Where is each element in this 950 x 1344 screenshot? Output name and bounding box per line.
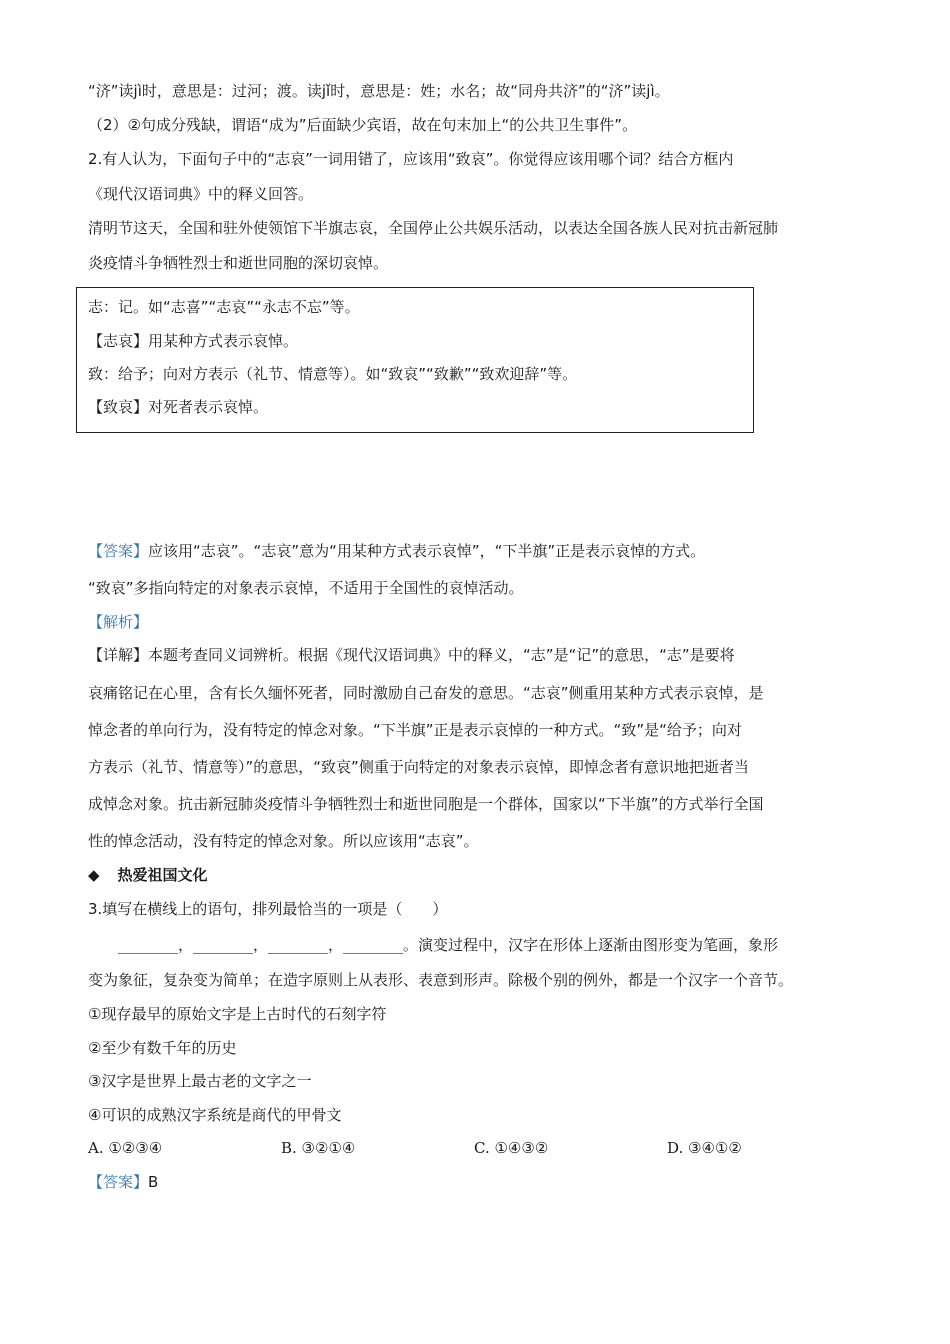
dictionary-entry: 致：给予；向对方表示（礼节、情意等）。如“致哀”“致歉”“致欢迎辞”等。 xyxy=(88,365,578,383)
q2-detail-line: 成悼念对象。抗击新冠肺炎疫情斗争牺牲烈士和逝世同胞是一个群体，国家以“下半旗”的方式举行全国 xyxy=(88,795,764,813)
detail-tag: 【详解】 xyxy=(88,646,149,664)
section-title: 热爱祖国文化 xyxy=(117,866,208,884)
q2-answer-line-1 xyxy=(88,541,705,561)
dictionary-entry: 志：记。如“志喜”“志哀”“永志不忘”等。 xyxy=(88,298,360,316)
q2-detail-line: 悼念者的单向行为，没有特定的悼念对象。“下半旗”正是表示哀悼的一种方式。“致”是“给予；向对 xyxy=(88,721,742,739)
q2-answer-text: 应该用“志哀”。“志哀”意为“用某种方式表示哀悼”，“下半旗”正是表示哀悼的方式。 xyxy=(148,542,706,560)
fill-blanks: ________，________，________，________ xyxy=(118,936,404,954)
section-heading xyxy=(88,865,208,885)
carry-line-1: “济”读jì时，意思是：过河；渡。读jǐ时，意思是：姓；水名；故“同舟共济”的“济”读jì。 xyxy=(88,82,670,100)
q3-passage-text: 。演变过程中，汉字在形体上逐渐由图形变为笔画，象形 xyxy=(403,936,779,954)
q3-item: ①现存最早的原始文字是上古时代的石刻字符 xyxy=(88,1005,387,1023)
q2-detail-line: 方表示（礼节、情意等）”的意思，“致哀”侧重于向特定的对象表示哀悼，即悼念者有意识地把逝者当 xyxy=(88,758,749,776)
q3-item: ③汉字是世界上最古老的文字之一 xyxy=(88,1072,312,1090)
q3-passage-line-2: 变为象征，复杂变为简单；在造字原则上从表形、表意到形声。除极个别的例外，都是一个汉字一个音节。 xyxy=(88,971,794,989)
carry-line-2: （2）②句成分残缺，谓语“成为”后面缺少宾语，故在句末加上“的公共卫生事件”。 xyxy=(88,116,638,134)
analysis-tag: 【解析】 xyxy=(88,613,149,631)
diamond-bullet-icon: ◆ xyxy=(88,866,100,884)
q2-stem-2: 《现代汉语词典》中的释义回答。 xyxy=(88,185,314,203)
q2-detail-line-1 xyxy=(88,645,735,665)
option-d: D. ③④①② xyxy=(667,1139,742,1157)
q2-detail-line: 哀痛铭记在心里，含有长久缅怀死者，同时激励自己奋发的意思。“志哀”侧重用某种方式表示哀悼，是 xyxy=(88,684,764,702)
detail-text: 本题考查同义词辨析。根据《现代汉语词典》中的释义，“志”是“记”的意思，“志”是要将 xyxy=(148,646,735,664)
answer-tag: 【答案】 xyxy=(88,1173,149,1191)
q3-item: ②至少有数千年的历史 xyxy=(88,1039,237,1057)
option-c: C. ①④③② xyxy=(474,1139,549,1157)
q3-stem: 3.填写在横线上的语句，排列最恰当的一项是（ ） xyxy=(88,900,448,918)
q3-passage-line-1 xyxy=(118,935,778,955)
q2-sentence-1: 清明节这天，全国和驻外使领馆下半旗志哀，全国停止公共娱乐活动，以表达全国各族人民对抗击新冠肺 xyxy=(88,219,779,237)
q2-detail-line: 性的悼念活动，没有特定的悼念对象。所以应该用“志哀”。 xyxy=(88,832,479,850)
option-a: A. ①②③④ xyxy=(88,1139,163,1157)
q3-item: ④可识的成熟汉字系统是商代的甲骨文 xyxy=(88,1106,342,1124)
q3-answer: B xyxy=(148,1173,159,1191)
q2-stem-1: 2.有人认为，下面句子中的“志哀”一词用错了，应该用“致哀”。你觉得应该用哪个词？结合方框内 xyxy=(88,150,734,168)
dictionary-entry: 【志哀】用某种方式表示哀悼。 xyxy=(88,332,299,350)
option-b: B. ③②①④ xyxy=(281,1139,356,1157)
dictionary-box xyxy=(76,287,754,433)
q2-sentence-2: 炎疫情斗争牺牲烈士和逝世同胞的深切哀悼。 xyxy=(88,254,389,272)
answer-tag: 【答案】 xyxy=(88,542,149,560)
q2-answer-line-2: “致哀”多指向特定的对象表示哀悼，不适用于全国性的哀悼活动。 xyxy=(88,579,524,597)
dictionary-entry: 【致哀】对死者表示哀悼。 xyxy=(88,398,269,416)
q3-answer-line xyxy=(88,1172,158,1192)
